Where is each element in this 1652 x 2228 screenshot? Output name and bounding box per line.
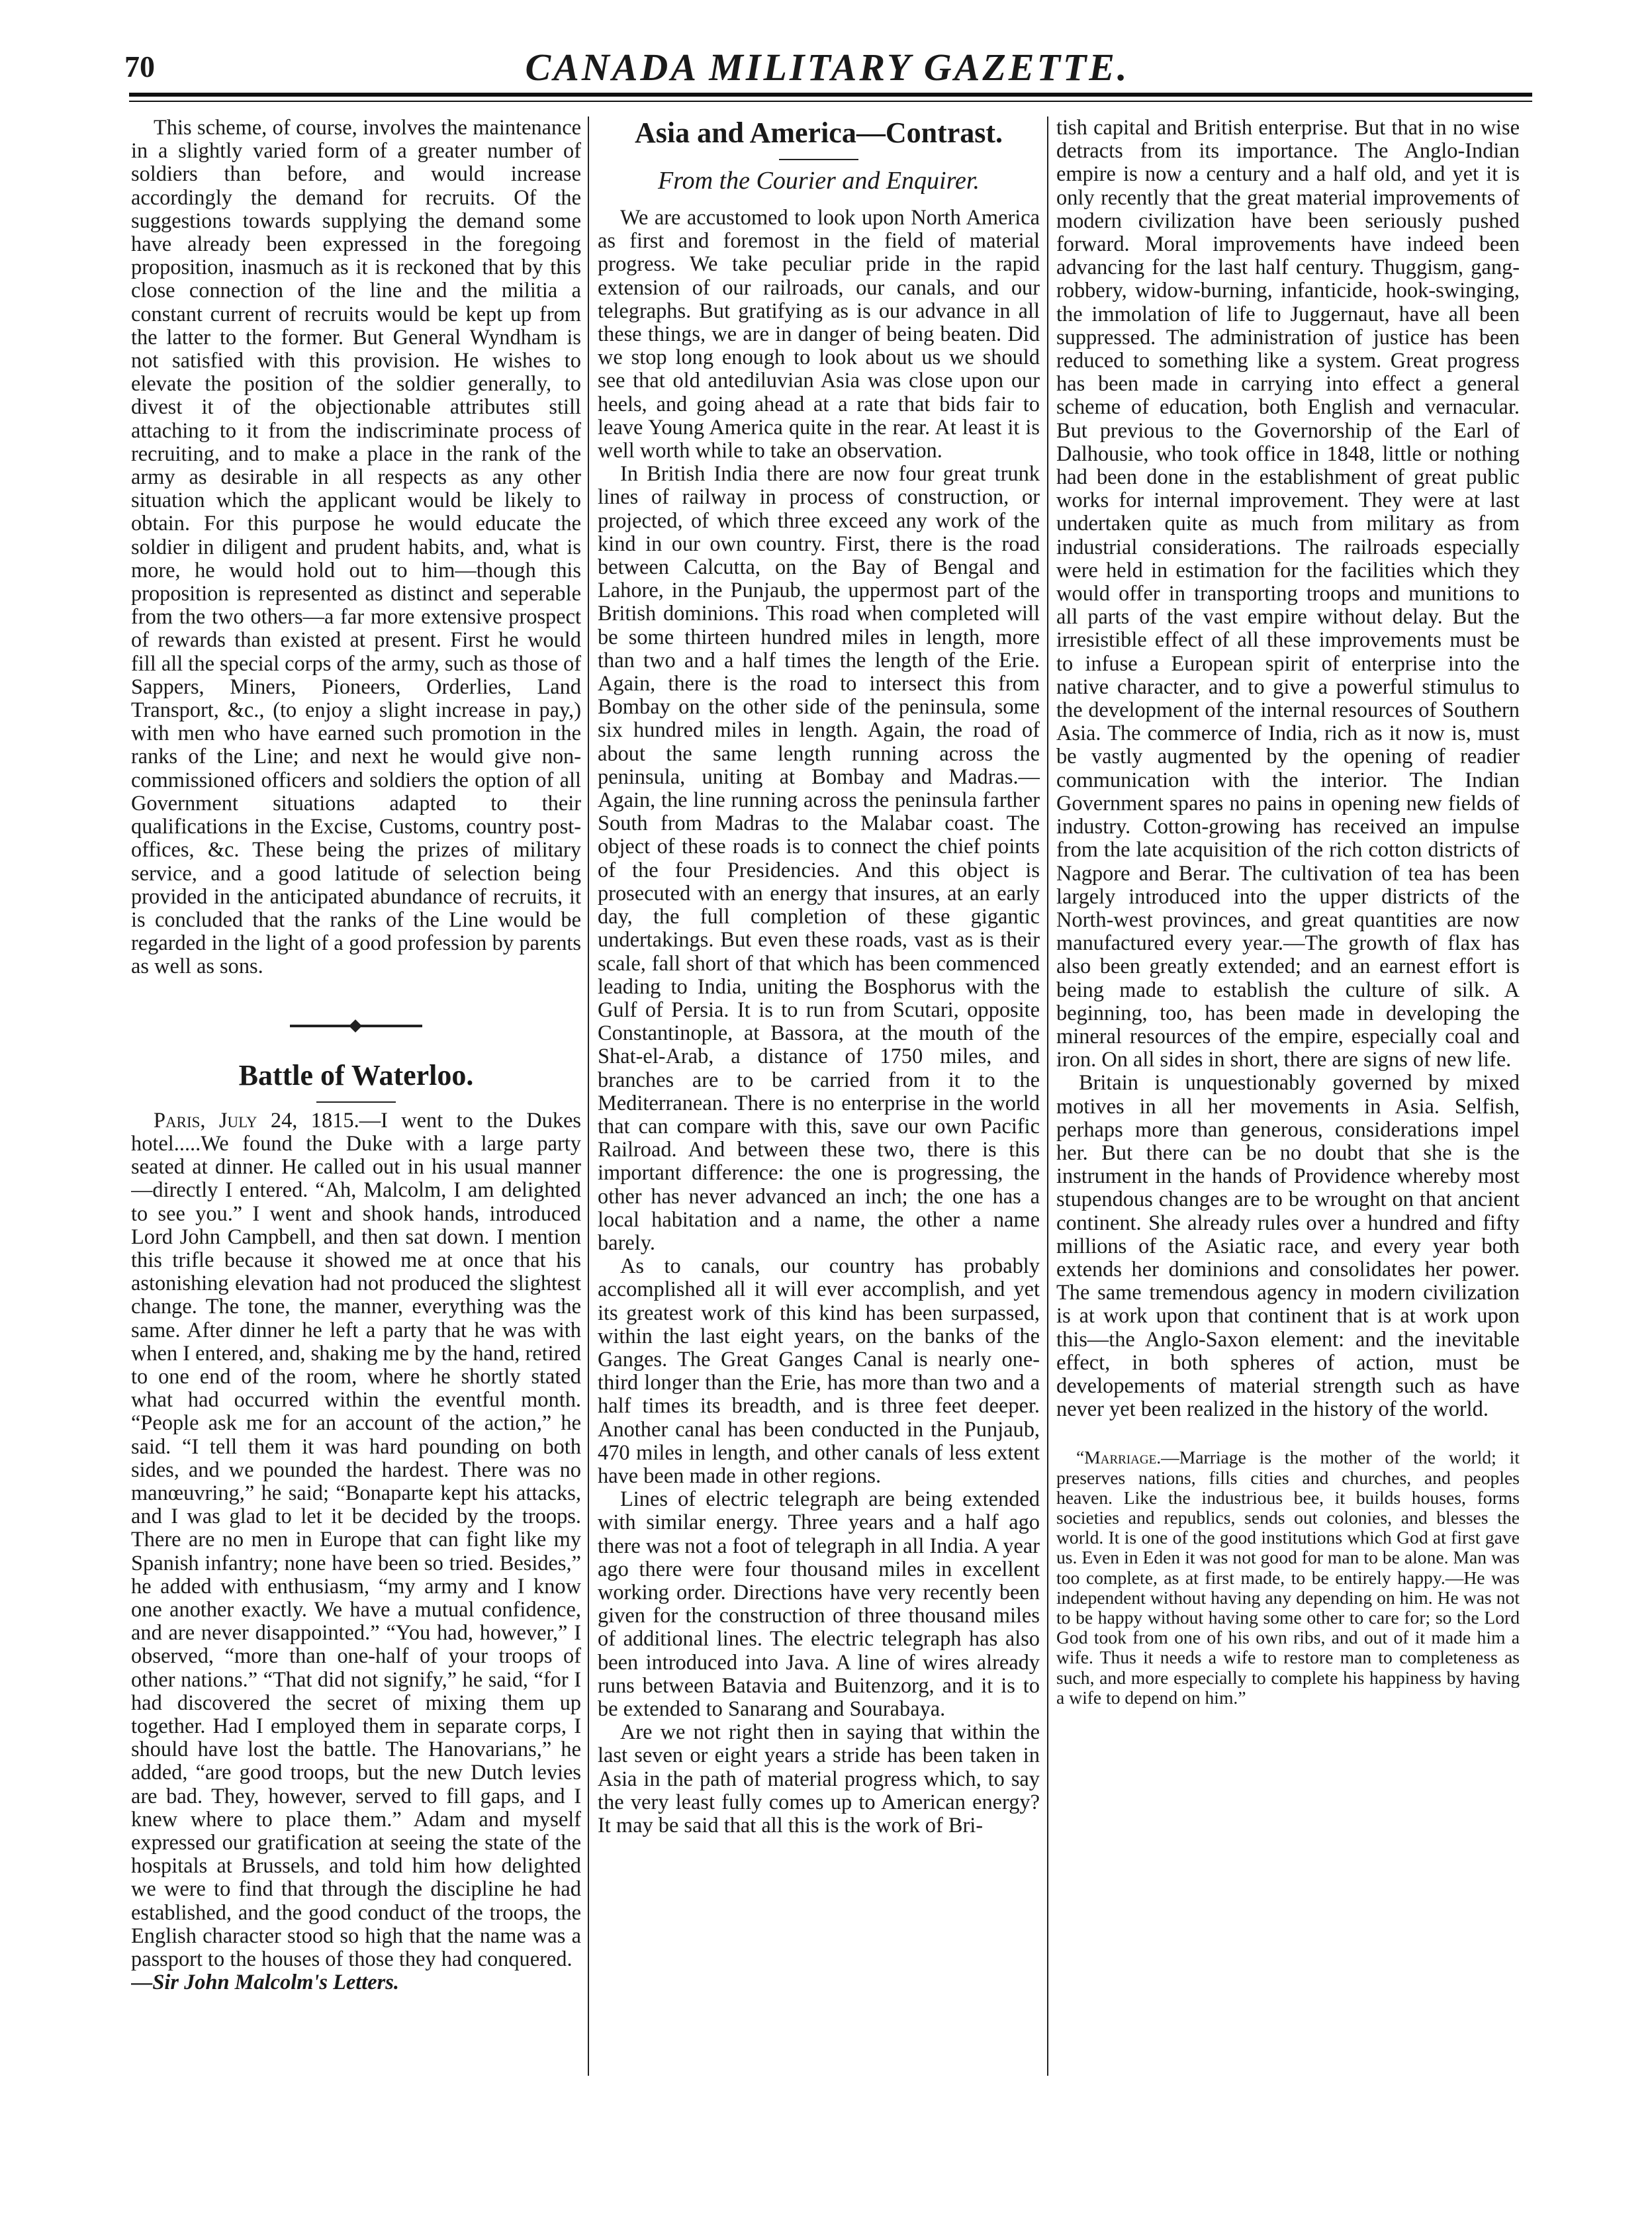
recruitment-paragraph: This scheme, of course, involves the maintenance in a slightly varied form of a greater number of soldiers than before, and would increase accordingly the demand for recruits. Of the suggestions towards supplying the demand some have already been expressed in the foregoing proposition, inasmuch as it is reckoned that by this close connection of the line and the militia a constant current of recruits would be kept up from the latter to the former. But General Wyndham is not satisfied with this provision. He wishes to elevate the position of the soldier generally, to divest it of the objectionable attributes still attaching to it from the indiscriminate process of recruiting, and to make a place in the rank of the army as desirable in all respects as any other situation which the applicant would be likely to obtain. For this purpose he would educate the soldier in diligent and prudent habits, and, what is more, he would hold out to him—though this proposition is represented as distinct and seperable from the two others—a far more extensive prospect of rewards than existed at present. First he would fill all the special corps of the army, such as those of Sappers, Miners, Pioneers, Orderlies, Land Transport, &c., (to enjoy a slight increase in pay,) with men who have earned such promotion in the ranks of the Line; and next he would give non-commissioned officers and soldiers the option of all Government situations adapted to their qualifications in the Excise, Customs, country post-offices, &c. These being the prizes of military service, and a good latitude of selection being provided in the anticipated abundance of recruits, it is concluded that the ranks of the Line would be regarded in the light of a good profession by parents as well as sons. <box>131 116 581 979</box>
marriage-lead: “Marriage. <box>1076 1447 1162 1468</box>
article-source: From the Courier and Enquirer. <box>658 167 980 195</box>
title-rule <box>316 1101 396 1103</box>
asia-paragraph-7: Britain is unquestionably governed by mixed motives in all her movements in Asia. Selfish, perhaps more than generous, considerations impel her. But there can be no doubt that she is the instrument in the hands of Providence whereby most stupendous changes are to be wrought on that ancient continent. She already rules over a hundred and fifty millions of the Asiatic race, and every year both extends her dominions and consolidates her power. The same tremendous agency in modern civilization is at work upon that continent that is at work upon this—the Anglo-Saxon element: and the inevitable effect, in both spheres of action, must be developements of material strength such as have never yet been realized in the history of the world. <box>1056 1071 1520 1422</box>
article-title-waterloo: Battle of Waterloo. <box>238 1058 474 1091</box>
asia-paragraph-6: tish capital and British enterprise. But that in no wise detracts from its importance. The Anglo-Indian empire is now a century and a half old, and yet it is only recently that the great material improvements of modern civilization have been seriously pushed forward. Moral improvements have indeed been advancing for the last half century. Thuggism, gang-robbery, widow-burning, infanticide, hook-swinging, the immolation of life to Juggernaut, have all been suppressed. The administration of justice has been reduced to something like a system. Great progress has been made in carrying into effect a general scheme of education, both English and vernacular. But previous to the Governorship of the Earl of Dalhousie, who took office in 1848, little or nothing had been done in the establishment of great public works for internal improvement. They were at last undertaken quite as much from military as from industrial considerations. The railroads especially were held in estimation for the facilities which they would offer in transporting troops and munitions to all parts of the vast empire without delay. But the irresistible effect of all these improvements must be to infuse a European spirit of enterprise into the native character, and to give a powerful stimulus to the development of the internal resources of Southern Asia. The commerce of India, rich as it now is, must be vastly augmented by the opening of readier communication with the interior. The Indian Government spares no pains in opening new fields of industry. Cotton-growing has received an impulse from the late acquisition of the rich cotton districts of Nagpore and Berar. The cultivation of tea has been largely introduced into the upper districts of the North-west provinces, and great quantities are now manufactured every year.—The growth of flax has also been greatly extended; and an earnest effort is being made to establish the culture of silk. A beginning, too, has been made in developing the mineral resources of the empire, especially coal and iron. On all sides in short, there are signs of new life. <box>1056 116 1520 1072</box>
waterloo-dateline: Paris, July 24, 1815. <box>154 1108 359 1133</box>
marriage-item <box>1056 1448 1520 1708</box>
page-number: 70 <box>124 50 155 83</box>
header-rule-thin <box>129 101 1532 102</box>
asia-paragraph-4: Lines of electric telegraph are being extended with similar energy. Three years and a half ago there was not a foot of telegraph in all India. A year ago there were four thousand miles in excellent working order. Directions have very recently been given for the construction of three thousand miles of additional lines. The electric telegraph has also been introduced into Java. A line of wires already runs between Batavia and Buitenzorg, and it is to be extended to Sanarang and Sourabaya. <box>598 1487 1040 1721</box>
asia-paragraph-3: As to canals, our country has probably accomplished all it will ever accomplish, and yet its greatest work of this kind has been surpassed, within the last eight years, on the banks of the Ganges. The Great Ganges Canal is nearly one-third longer than the Erie, has more than two and a half times its breadth, and is three feet deeper. Another canal has been conducted in the Punjaub, 470 miles in length, and other canals of less extent have been made in other regions. <box>598 1254 1040 1488</box>
marriage-paragraph <box>1056 1448 1520 1708</box>
header-rule-thick <box>129 93 1532 97</box>
waterloo-paragraph <box>131 1109 581 1972</box>
column-divider <box>1047 116 1048 2076</box>
asia-paragraph-2: In British India there are now four great trunk lines of railway in process of construction, or projected, of which three exceed any work of the kind in our own country. First, there is the road between Calcutta, on the Bay of Bengal and Lahore, in the Punjaub, the uppermost part of the British dominions. This road when completed will be some thirteen hundred miles in length, more than two and a half times the length of the Erie. Again, there is the road to intersect this from Bombay on the other side of the peninsula, some six hundred miles in length. Again, the road of about the same length running across the peninsula, uniting at Bombay and Madras.—Again, the line running across the peninsula farther South from Madras to the Malabar coast. The object of these roads is to connect the chief points of the four Presidencies. And this object is prosecuted with an energy that insures, at an early day, the full completion of these gigantic undertakings. But even these roads, vast as is their scale, fall short of that which has been commenced leading to India, uniting the Bosphorus with the Gulf of Persia. It is to run from Scutari, opposite Constantinople, at Bassora, at the mouth of the Shat-el-Arab, a distance of 1750 miles, and branches are to be carried from it to the Mediterranean. There is no enterprise in the world that can compare with this, save our own Pacific Railroad. And between these two, there is this important difference: the one is progressing, the other has never advanced an inch; the one has a local habitation and a name, the other a name barely. <box>598 462 1040 1255</box>
title-rule <box>779 159 858 160</box>
marriage-text: —Marriage is the mother of the world; it preserves nations, fills cities and churches, and peoples heaven. Like the industrious bee, it builds houses, forms societies and republics, sends out colonies, and blesses the world. It is one of the good institutions which God at first gave us. Even in Eden it was not good for man to be alone. Man was too complete, as at first made, to be entirely happy.—He was independent without having any depending on him. He was not to be happy without having some other to care for; so the Lord God took from one of his own ribs, and out of it made him a wife. Thus it needs a wife to restore man to completeness as such, and more especially to complete his happiness by having a wife to depend on him.” <box>1056 1447 1520 1708</box>
waterloo-text: —I went to the Dukes hotel.....We found the Duke with a large party seated at dinner. He called out in his usual manner—directly I entered. “Ah, Malcolm, I am delighted to see you.” I went and shook hands, introduced Lord John Campbell, and then sat down. I mention this trifle because it showed me at once that his astonishing elevation had not produced the slightest change. The tone, the manner, everything was the same. After dinner he left a party that he was with when I entered, and, shaking me by the hand, retired to one end of the room, where he shortly stated what had occurred within the eventful month. “People ask me for an account of the action,” he said. “I tell them it was hard pounding on both sides, and we pounded the hardest. There was no manœuvring,” he said; “Bonaparte kept his attacks, and I was glad to let it be decided by the troops. There are no men in Europe that can fight like my Spanish infantry; none have been so tried. Besides,” he added with enthusiasm, “my army and I know one another exactly. We have a mutual confidence, and are never disappointed.” “You had, however,” I observed, “more than one-half of your troops of other nations.” “That did not signify,” he said, “for I had discovered the secret of mixing them up together. Had I employed them in separate corps, I should have lost the battle. The Hanovarians,” he added, “are good troops, but the new Dutch levies are bad. They, however, served to fill gaps, and I knew where to place them.” Adam and myself expressed our gratification at seeing the state of the hospitals at Brussels, and told him how delighted we were to find that through the discipline he had established, and the good conduct of the troops, the English character stood so high that the name was a passport to the houses of those they had conquered. <box>131 1108 581 1972</box>
column-3 <box>1056 116 1520 2129</box>
masthead-title: CANADA MILITARY GAZETTE. <box>525 46 1130 89</box>
page-header <box>119 40 1536 93</box>
section-ornament <box>131 1009 581 1033</box>
waterloo-signature: —Sir John Malcolm's Letters. <box>131 1971 399 1995</box>
column-2 <box>598 116 1040 2129</box>
asia-paragraph-5: Are we not right then in saying that within the last seven or eight years a stride has been taken in Asia in the path of material progress which, to say the very least fully comes up to American energy? It may be said that all this is the work of Bri- <box>598 1720 1040 1838</box>
column-divider <box>588 116 589 2076</box>
asia-paragraph-1: We are accustomed to look upon North America as first and foremost in the field of material progress. We take peculiar pride in the rapid extension of our railroads, our canals, and our telegraphs. But gratifying as is our advance in all these things, we are in danger of being beaten. Did we stop long enough to look about us we should see that old antediluvian Asia was close upon our heels, and going ahead at a rate that bids fair to leave Young America quite in the rear. At least it is well worth while to take an observation. <box>598 206 1040 463</box>
article-title-asia: Asia and America—Contrast. <box>634 116 1003 149</box>
column-1 <box>131 116 581 2129</box>
